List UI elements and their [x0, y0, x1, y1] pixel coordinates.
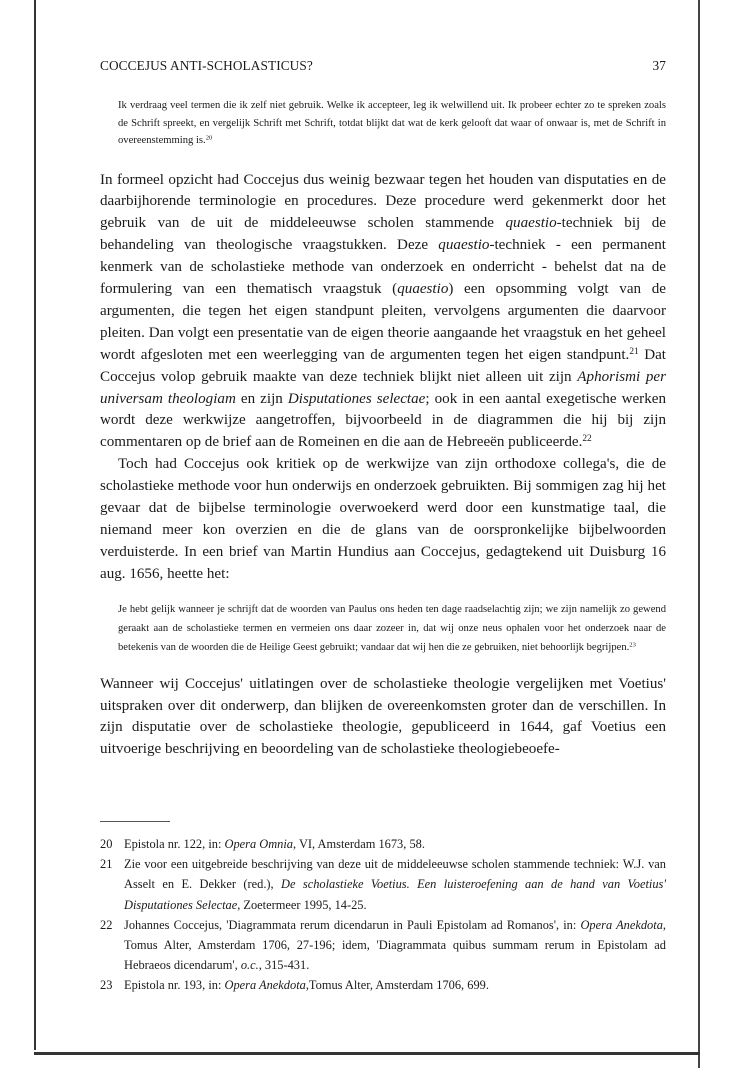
- paragraph-2: Toch had Coccejus ook kritiek op de werkwijze van zijn orthodoxe collega's, die de scholastieke methode voor hun onderwijs en onderzoek gebruikten. Bij sommigen zag hij het gevaar dat de bijbelse terminologie overwoekerd werd door een kunstmatige taal, die niemand meer kon overzien en die de glans van de oorspronkelijke bijbelwoorden verduisterde. In een brief van Martin Hundius aan Coccejus, gedagtekend uit Duisburg 16 aug. 1656, heette het:: [100, 456, 666, 582]
- scan-bottom-edge: [34, 1052, 700, 1055]
- footnote-22: 22 Johannes Coccejus, 'Diagrammata rerum dicendarun in Pauli Epistolam ad Romanos', in: Opera Anekdota, Tomus Alter, Amsterdam 1706, 27-196; idem, 'Diagrammata quibus summam rerum in Epistolam ad Hebraeos dicendarum', o.c., 315-431.: [100, 917, 667, 972]
- footnote-ref-23[interactable]: 23: [629, 641, 636, 649]
- page: [100, 58, 666, 995]
- running-title: COCCEJUS ANTI-SCHOLASTICUS?: [100, 58, 313, 73]
- page-number: 37: [652, 58, 666, 73]
- footnote-23: 23 Epistola nr. 193, in: Opera Anekdota,Tomus Alter, Amsterdam 1706, 699.: [100, 977, 489, 992]
- block-quote-1: Ik verdraag veel termen die ik zelf niet gebruik. Welke ik accepteer, leg ik welwillend uit. Ik probeer echter zo te spreken zoals de Schrift spreekt, en vergelijk Schrift met Schrift, totdat blijkt dat wat de kerk gelooft dat waar of onwaar is, met de Schrift in overeenstemming is.$^{20}$: [118, 100, 666, 146]
- paragraph-3: Wanneer wij Coccejus' uitlatingen over de scholastieke theologie vergelijken met Voetius' uitspraken over dit onderwerp, dan blijken de overeenkomsten groter dan de verschillen. In zijn disputatie over de scholastieke theologie, gepubliceerd in 1644, gaf Voetius een uitvoerige beschrijving en beoordeling van de scholastieke theologiebeoefe-: [100, 675, 666, 758]
- footnote-ref-21[interactable]: 21: [629, 346, 639, 357]
- footnote-separator: [100, 821, 170, 822]
- paragraph-1: In formeel opzicht had Coccejus dus weinig bezwaar tegen het houden van disputaties en de daarbijhorende terminologie en procedures. Deze procedure werd gekenmerkt door het gebruik van de uit de middeleeuwse scholen stammende quaestio-techniek bij de behandeling van theologische vraagstukken. Deze quaestio-techniek - een permanent kenmerk van de scholastieke methode van onderzoek en onderricht - behelst dat na de formulering van een thematisch vraagstuk (quaestio) een opsomming volgt van de argumenten, die tegen het eigen standpunt pleiten, vervolgens argumenten die daarvoor pleiten. Dan volgt een presentatie van de eigen theorie aangaande het vraagstuk en het geheel wordt afgesloten met een weerlegging van de argumenten tegen het eigen standpunt.$^{21}$ Dat Coccejus volop gebruik maakte van deze techniek blijkt niet alleen uit zijn Aphorismi per universam theologiam en zijn Disputationes selectae; ook in een aantal exegetische werken wordt deze werkwijze aangetroffen, bijvoorbeeld in de diagrammen die hij bij zijn commentaren op de brief aan de Romeinen en die aan de Hebreeën publiceerde.$^{22}$: [100, 171, 667, 451]
- footnote-21: 21 Zie voor een uitgebreide beschrijving van deze uit de middeleeuwse scholen stammende techniek: W.J. van Asselt en E. Dekker (red.), De scholastieke Voetius. Een luisteroefening aan de hand van Voetius' Disputationes Selectae, Zoetermeer 1995, 14-25.: [100, 857, 666, 912]
- footnote-20: 20 Epistola nr. 122, in: Opera Omnia, VI, Amsterdam 1673, 58.: [100, 837, 425, 852]
- running-header: [100, 58, 666, 74]
- footnotes: [100, 834, 666, 995]
- footnote-ref-20[interactable]: 20: [205, 134, 213, 142]
- scan-right-edge: [698, 0, 700, 1068]
- block-quote-2: Je hebt gelijk wanneer je schrijft dat de woorden van Paulus ons heden ten dage raadselachtig zijn; we zijn namelijk zo gewend geraakt aan de scholastieke termen en vermeien ons daar zozeer in, dat wij onze neus ophalen voor het onderzoek naar de betekenis van de woorden die de Heilige Geest gebruikt; vandaar dat wij hen die ze gebruiken, niet behoorlijk begrijpen.$^{23}$: [118, 603, 666, 654]
- footnote-ref-22[interactable]: 22: [582, 434, 592, 445]
- scan-left-edge: [34, 0, 36, 1050]
